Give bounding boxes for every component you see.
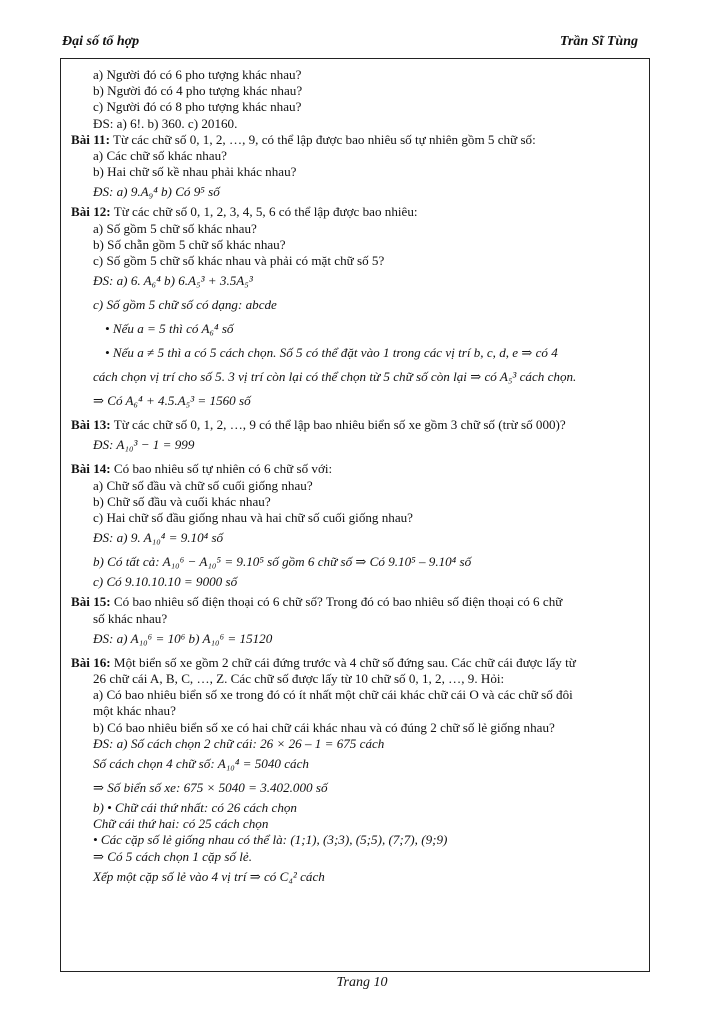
answer-line: b) Có tất cả: A₁₀⁶ − A₁₀⁵ = 9.10⁵ số gồm 6 chữ số ⇒ Có 9.10⁵ – 9.10⁴ số bbox=[93, 554, 472, 570]
page-number: Trang 10 bbox=[336, 975, 388, 990]
answer-line: • Nếu a = 5 thì có A₆⁴ số bbox=[105, 321, 234, 337]
answer-line: ĐS: a) A₁₀⁶ = 10⁶ b) A₁₀⁶ = 15120 bbox=[93, 630, 273, 646]
exercise-label: Bài 14: bbox=[71, 461, 111, 477]
text-line: c) Số gồm 5 chữ số khác nhau và phải có mặt chữ số 5? bbox=[93, 253, 385, 269]
text-line: b) Có bao nhiêu biển số xe có hai chữ cái khác nhau và có đúng 2 chữ số lẻ giống nhau? bbox=[93, 719, 555, 735]
exercise-12 bbox=[71, 204, 639, 220]
exercise-text: Từ các chữ số 0, 1, 2, 3, 4, 5, 6 có thể lập được bao nhiêu: bbox=[110, 204, 418, 220]
content-frame bbox=[60, 58, 650, 972]
text-line: ĐS: a) 6!. b) 360. c) 20160. bbox=[93, 115, 238, 131]
answer-line: ĐS: a) 6. A₆⁴ b) 6.A₅³ + 3.5A₅³ bbox=[93, 273, 253, 289]
text-line: một khác nhau? bbox=[93, 703, 176, 719]
header-left-title: Đại số tổ hợp bbox=[62, 34, 140, 49]
text-line: a) Các chữ số khác nhau? bbox=[93, 148, 227, 164]
answer-line: ⇒ Có 5 cách chọn 1 cặp số lẻ. bbox=[93, 848, 252, 864]
answer-line: • Các cặp số lẻ giống nhau có thể là: (1;1), (3;3), (5;5), (7;7), (9;9) bbox=[93, 832, 448, 848]
answer-line: ĐS: a) Số cách chọn 2 chữ cái: 26 × 26 – 1 = 675 cách bbox=[93, 735, 385, 751]
text-line: c) Hai chữ số đầu giống nhau và hai chữ số cuối giống nhau? bbox=[93, 510, 413, 526]
answer-line: Số cách chọn 4 chữ số: A₁₀⁴ = 5040 cách bbox=[93, 756, 309, 772]
answer-line: ĐS: A₁₀³ − 1 = 999 bbox=[93, 437, 195, 453]
exercise-label: Bài 12: bbox=[71, 204, 111, 220]
answer-line: ⇒ Số biển số xe: 675 × 5040 = 3.402.000 số bbox=[93, 780, 328, 796]
text-line: a) Số gồm 5 chữ số khác nhau? bbox=[93, 220, 257, 236]
answer-line: cách chọn vị trí cho số 5. 3 vị trí còn lại có thể chọn từ 5 chữ số còn lại ⇒ có A₅³ cách chọn. bbox=[93, 369, 577, 385]
exercise-label: Bài 16: bbox=[71, 654, 111, 670]
text-line: a) Người đó có 6 pho tượng khác nhau? bbox=[93, 67, 302, 82]
exercise-text: Từ các chữ số 0, 1, 2, …, 9, có thể lập được bao nhiêu số tự nhiên gồm 5 chữ số: bbox=[109, 131, 536, 147]
answer-line: ĐS: a) 9.A₉⁴ b) Có 9⁵ số bbox=[93, 184, 220, 200]
exercise-15 bbox=[71, 594, 639, 610]
answer-line: ĐS: a) 9. A₁₀⁴ = 9.10⁴ số bbox=[93, 530, 224, 546]
answer-line: Xếp một cặp số lẻ vào 4 vị trí ⇒ có C₄² cách bbox=[93, 868, 325, 884]
exercise-label: Bài 11: bbox=[71, 131, 110, 147]
text-line: a) Có bao nhiêu biển số xe trong đó có ít nhất một chữ cái khác chữ cái O và các chữ số đôi bbox=[93, 687, 573, 703]
answer-line: b) • Chữ cái thứ nhất: có 26 cách chọn bbox=[93, 800, 297, 816]
answer-line: c) Có 9.10.10.10 = 9000 số bbox=[93, 574, 238, 590]
exercise-14 bbox=[71, 461, 639, 477]
exercise-text: Có bao nhiêu số điện thoại có 6 chữ số? Trong đó có bao nhiêu số điện thoại có 6 chữ bbox=[110, 594, 563, 610]
text-line: 26 chữ cái A, B, C, …, Z. Các chữ số được lấy từ 10 chữ số 0, 1, 2, …, 9. Hỏi: bbox=[93, 671, 505, 687]
exercise-text: Một biển số xe gồm 2 chữ cái đứng trước và 4 chữ số đứng sau. Các chữ cái được lấy từ bbox=[110, 654, 576, 670]
text-line: b) Người đó có 4 pho tượng khác nhau? bbox=[93, 83, 303, 99]
text-line: b) Chữ số đầu và cuối khác nhau? bbox=[93, 493, 271, 509]
answer-line: Chữ cái thứ hai: có 25 cách chọn bbox=[93, 816, 269, 832]
text-line: a) Chữ số đầu và chữ số cuối giống nhau? bbox=[93, 477, 313, 493]
page-header bbox=[62, 34, 638, 54]
header-right-author: Trần Sĩ Tùng bbox=[559, 34, 638, 49]
text-line: số khác nhau? bbox=[93, 610, 168, 626]
text-line: b) Số chẵn gồm 5 chữ số khác nhau? bbox=[93, 236, 286, 252]
answer-line: ⇒ Có A₆⁴ + 4.5.A₅³ = 1560 số bbox=[93, 393, 251, 409]
answer-line: • Nếu a ≠ 5 thì a có 5 cách chọn. Số 5 có thể đặt vào 1 trong các vị trí b, c, d, e ⇒ có 4 bbox=[105, 345, 558, 361]
exercise-label: Bài 15: bbox=[71, 594, 111, 610]
exercise-13 bbox=[71, 417, 639, 433]
exercise-text: Từ các chữ số 0, 1, 2, …, 9 có thể lập bao nhiêu biển số xe gồm 3 chữ số (trừ số 000)? bbox=[110, 417, 566, 433]
text-line: c) Người đó có 8 pho tượng khác nhau? bbox=[93, 99, 302, 115]
exercise-label: Bài 13: bbox=[71, 417, 111, 433]
exercise-text: Có bao nhiêu số tự nhiên có 6 chữ số với: bbox=[110, 461, 333, 477]
text-line: b) Hai chữ số kề nhau phải khác nhau? bbox=[93, 164, 297, 180]
answer-line: c) Số gồm 5 chữ số có dạng: abcde bbox=[93, 297, 277, 313]
exercise-16 bbox=[71, 655, 639, 671]
exercise-11 bbox=[71, 132, 639, 148]
